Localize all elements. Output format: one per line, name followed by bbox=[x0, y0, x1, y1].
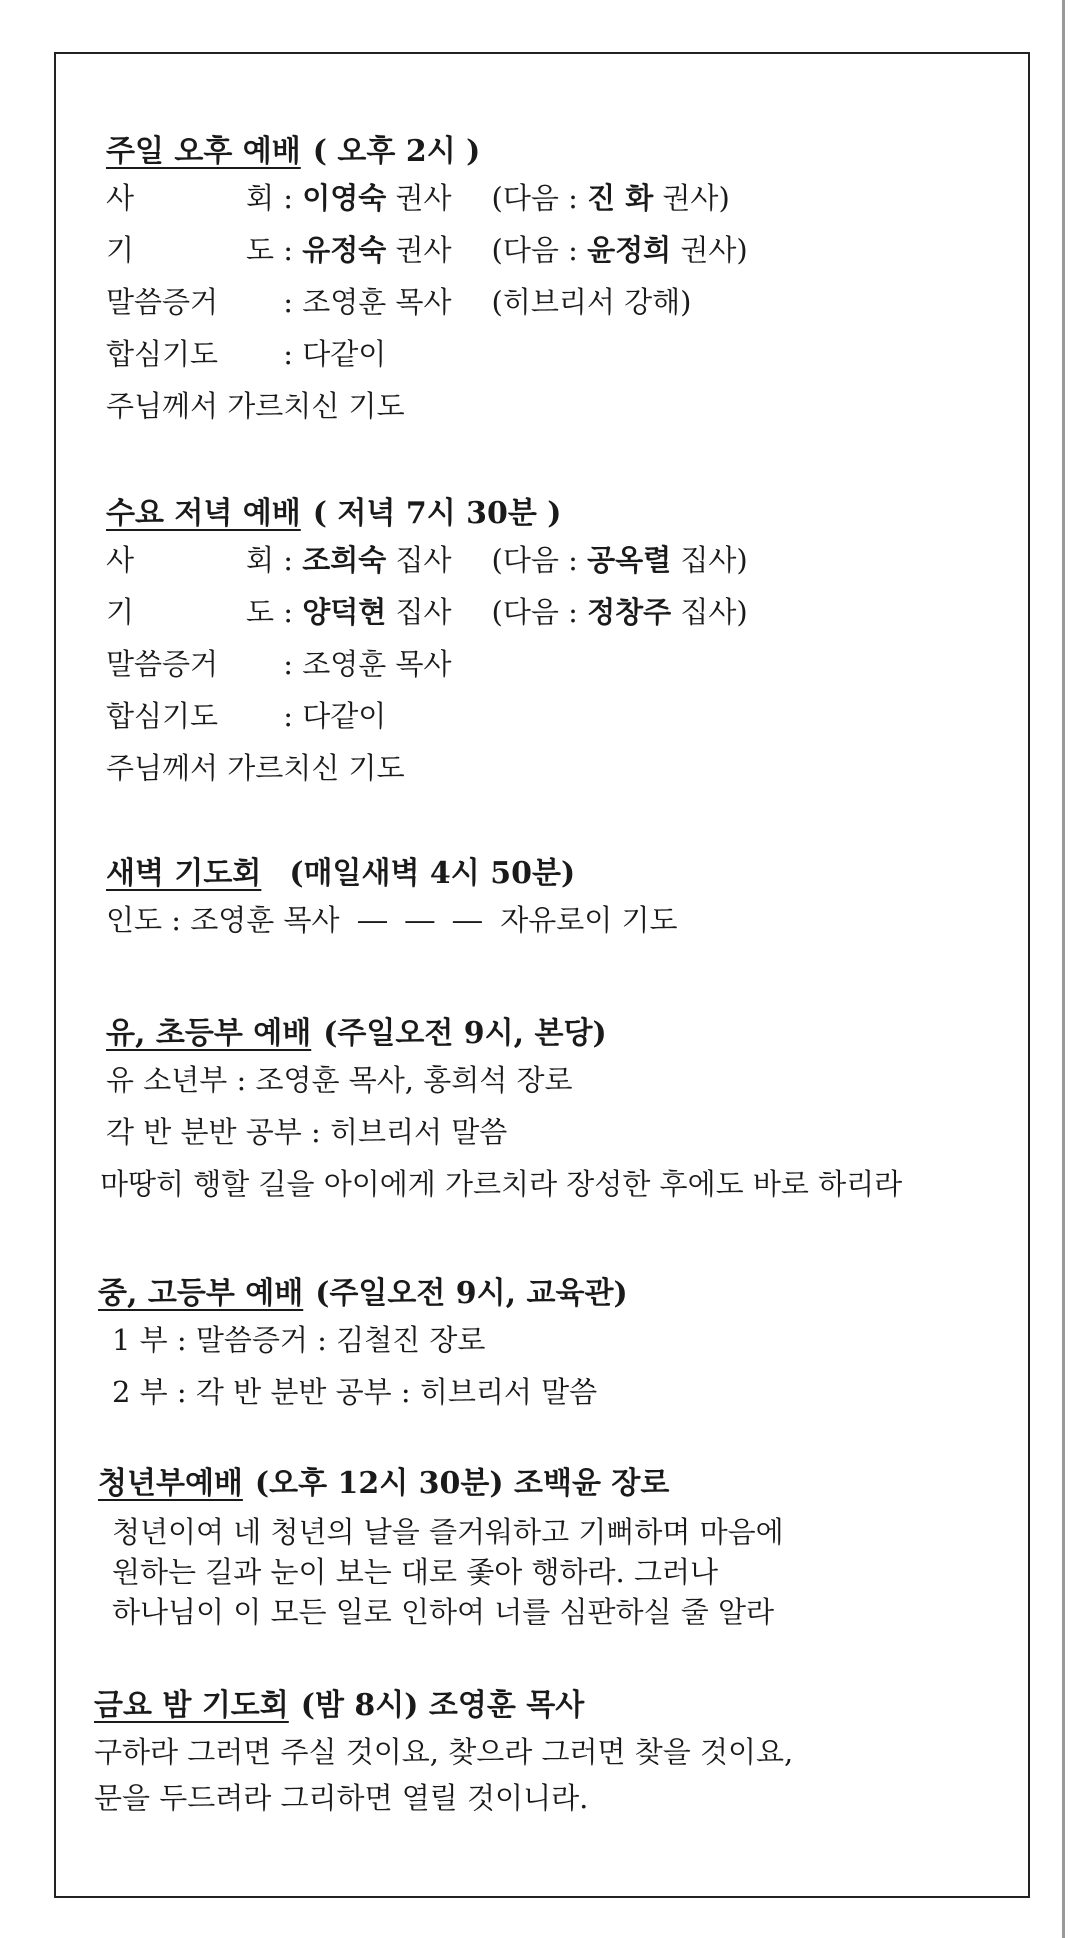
section-time: ( 오후 2시 ) bbox=[312, 134, 481, 169]
youth-line: 1 부 : 말씀증거 : 김철진 장로 bbox=[112, 1323, 486, 1357]
section-dawn bbox=[106, 854, 986, 946]
section-title: 금요 밤 기도회 bbox=[94, 1688, 289, 1723]
section-title: 유, 초등부 예배 bbox=[106, 1016, 312, 1051]
officer-line-sermon: 말씀증거 : 조영훈 목사 bbox=[106, 647, 452, 681]
officer-line-joint-prayer: 합심기도 : 다같이 bbox=[106, 337, 387, 371]
section-heading bbox=[106, 494, 986, 534]
dawn-line: 인도 : 조영훈 목사 ― ― ― 자유로이 기도 bbox=[106, 903, 678, 937]
section-title: 청년부예배 bbox=[98, 1466, 243, 1501]
section-young-adult bbox=[98, 1464, 978, 1632]
kids-line: 각 반 분반 공부 : 히브리서 말씀 bbox=[106, 1115, 508, 1149]
section-time: (밤 8시) 조영훈 목사 bbox=[300, 1688, 585, 1723]
section-youth bbox=[98, 1274, 978, 1418]
section-time: (매일새벽 4시 50분) bbox=[289, 856, 576, 891]
page-edge bbox=[1062, 0, 1065, 1938]
section-heading bbox=[94, 1686, 974, 1726]
young-adult-verse-line: 청년이여 네 청년의 날을 즐거워하고 기뻐하며 마음에 bbox=[112, 1515, 784, 1549]
section-wednesday bbox=[106, 494, 986, 794]
section-heading bbox=[98, 1464, 978, 1504]
section-kids bbox=[100, 1014, 986, 1210]
officer-line-joint-prayer: 합심기도 : 다같이 bbox=[106, 699, 387, 733]
section-friday bbox=[94, 1686, 974, 1818]
officer-line-prayer: 기 도 : 유정숙 권사 (다음 : 윤정희 권사) bbox=[106, 233, 748, 267]
officer-line-prayer: 기 도 : 양덕현 집사 (다음 : 정창주 집사) bbox=[106, 595, 748, 629]
section-heading bbox=[106, 854, 986, 894]
kids-verse: 마땅히 행할 길을 아이에게 가르치라 장성한 후에도 바로 하리라 bbox=[100, 1167, 903, 1201]
young-adult-verse-line: 원하는 길과 눈이 보는 대로 좇아 행하라. 그러나 bbox=[112, 1555, 719, 1589]
officer-line-host: 사 회 : 조희숙 집사 (다음 : 공옥렬 집사) bbox=[106, 543, 748, 577]
section-title: 중, 고등부 예배 bbox=[98, 1276, 304, 1311]
friday-verse-line: 문을 두드려라 그리하면 열릴 것이니라. bbox=[94, 1781, 589, 1815]
section-time: (오후 12시 30분) 조백윤 장로 bbox=[254, 1466, 670, 1501]
section-heading bbox=[106, 1014, 986, 1054]
kids-line: 유 소년부 : 조영훈 목사, 홍희석 장로 bbox=[106, 1063, 573, 1097]
officer-line-host: 사 회 : 이영숙 권사 (다음 : 진 화 권사) bbox=[106, 181, 730, 215]
youth-line: 2 부 : 각 반 분반 공부 : 히브리서 말씀 bbox=[112, 1375, 598, 1409]
section-time: (주일오전 9시, 교육관) bbox=[315, 1276, 628, 1311]
section-heading bbox=[106, 132, 986, 172]
young-adult-verse-line: 하나님이 이 모든 일로 인하여 너를 심판하실 줄 알라 bbox=[112, 1595, 775, 1629]
section-sunday-pm bbox=[106, 132, 986, 432]
closing-line: 주님께서 가르치신 기도 bbox=[106, 389, 405, 423]
section-title: 수요 저녁 예배 bbox=[106, 496, 301, 531]
section-title: 주일 오후 예배 bbox=[106, 134, 301, 169]
section-heading bbox=[98, 1274, 978, 1314]
closing-line: 주님께서 가르치신 기도 bbox=[106, 751, 405, 785]
friday-verse-line: 구하라 그러면 주실 것이요, 찾으라 그러면 찾을 것이요, bbox=[94, 1735, 794, 1769]
officer-line-sermon: 말씀증거 : 조영훈 목사 (히브리서 강해) bbox=[106, 285, 692, 319]
section-time: ( 저녁 7시 30분 ) bbox=[312, 496, 562, 531]
section-title: 새벽 기도회 bbox=[106, 856, 262, 891]
bulletin-frame bbox=[54, 52, 1030, 1898]
section-time: (주일오전 9시, 본당) bbox=[323, 1016, 607, 1051]
